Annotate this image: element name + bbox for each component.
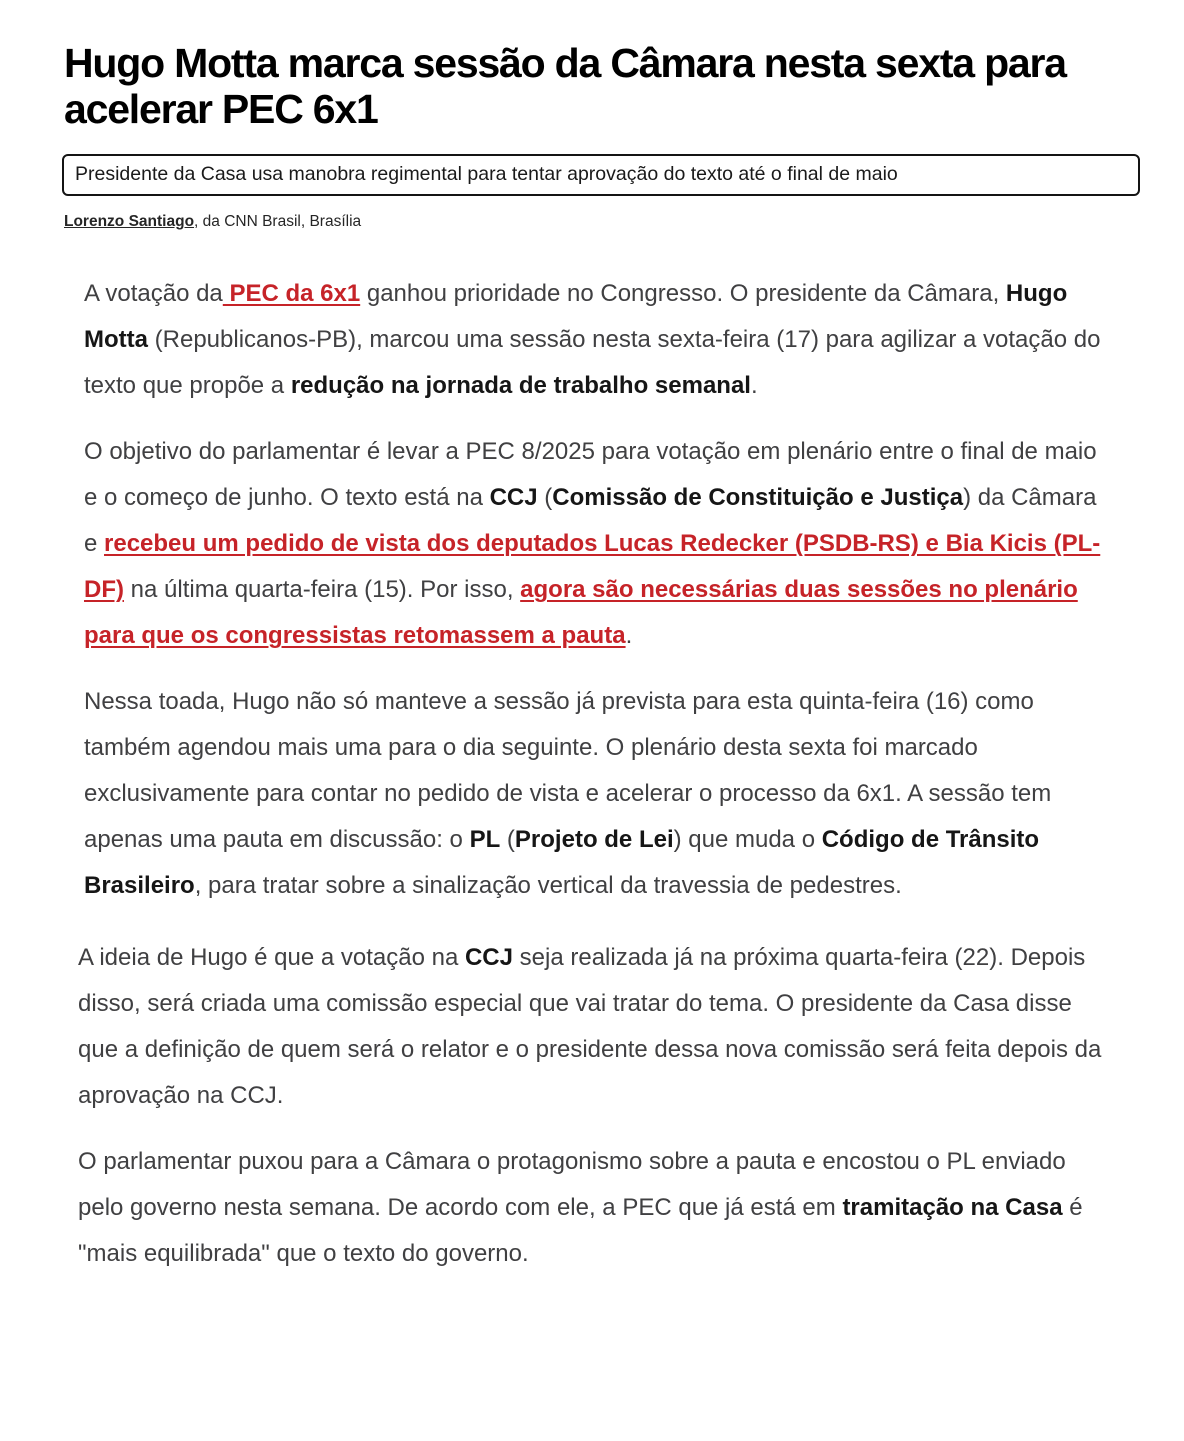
paragraph (78, 1139, 1110, 1277)
bold-text: CCJ (464, 944, 513, 971)
article-page (0, 40, 1184, 1441)
body-text: é "mais equilibrada" que o texto do governo. (78, 1194, 1083, 1267)
body-text: . (750, 372, 758, 399)
body-text: na última quarta-feira (15). Por isso, (123, 576, 521, 603)
body-text: ) que muda o (673, 826, 822, 853)
bold-text: Projeto de Lei (514, 826, 674, 853)
body-text: O objetivo do parlamentar é levar a PEC 8/2025 para votação em plenário entre o final de maio e o começo de junho. O texto está na (84, 438, 1097, 511)
body-text: A ideia de Hugo é que a votação na (78, 944, 465, 971)
inline-link[interactable]: recebeu um pedido de vista dos deputados Lucas Redecker (PSDB-RS) e Bia Kicis (PL-DF) (84, 530, 1101, 603)
paragraph (78, 679, 1110, 909)
bold-text: tramitação na Casa (842, 1194, 1063, 1221)
body-text: (Republicanos-PB), marcou uma sessão nesta sexta-feira (17) para agilizar a votação do texto que propõe a (84, 326, 1101, 399)
article-subtitle: Presidente da Casa usa manobra regimental para tentar aprovação do texto até o final de maio (75, 163, 898, 185)
body-text: , para tratar sobre a sinalização vertical da travessia de pedestres. (194, 872, 902, 899)
article-body (78, 271, 1110, 1277)
body-text: ganhou prioridade no Congresso. O presidente da Câmara, (360, 280, 1006, 307)
article-subtitle-box (62, 154, 1140, 196)
body-text: ( (537, 484, 553, 511)
body-text: Nessa toada, Hugo não só manteve a sessão já prevista para esta quinta-feira (16) como também agendou mais uma para o dia seguinte. O plenário desta sexta foi marcado exclusivamente para contar no pedido de vista e acelerar o processo da 6x1. A sessão tem apenas uma pauta em discussão: o (84, 688, 1052, 853)
bold-text: Código de Trânsito Brasileiro (84, 826, 1040, 899)
body-text: O parlamentar puxou para a Câmara o protagonismo sobre a pauta e encostou o PL enviado pelo governo nesta semana. De acordo com ele, a PEC que já está em (78, 1148, 1066, 1221)
bold-text: Hugo Motta (84, 280, 1068, 353)
paragraph (78, 429, 1110, 659)
bold-text: Comissão de Constituição e Justiça (552, 484, 964, 511)
paragraph (78, 935, 1110, 1119)
paragraph (78, 271, 1110, 409)
byline-affiliation: , da CNN Brasil, Brasília (194, 213, 362, 230)
body-text: seja realizada já na próxima quarta-feira (22). Depois disso, será criada uma comissão especial que vai tratar do tema. O presidente da Casa disse que a definição de quem será o relator e o presidente dessa nova comissão será feita depois da aprovação na CCJ. (78, 944, 1102, 1109)
bold-text: redução na jornada de trabalho semanal (290, 372, 751, 399)
body-text: A votação da (84, 280, 223, 307)
article-title: Hugo Motta marca sessão da Câmara nesta sexta para acelerar PEC 6x1 (64, 40, 1066, 132)
byline (64, 212, 1120, 231)
inline-link[interactable]: agora são necessárias duas sessões no plenário para que os congressistas retomassem a pauta (84, 576, 1078, 649)
body-text: . (625, 622, 633, 649)
bold-text: CCJ (489, 484, 538, 511)
inline-link[interactable]: PEC da 6x1 (222, 280, 361, 307)
author-link[interactable]: Lorenzo Santiago (64, 213, 195, 230)
bold-text: PL (469, 826, 501, 853)
body-text: ) da Câmara e (84, 484, 1097, 557)
body-text: ( (500, 826, 515, 853)
